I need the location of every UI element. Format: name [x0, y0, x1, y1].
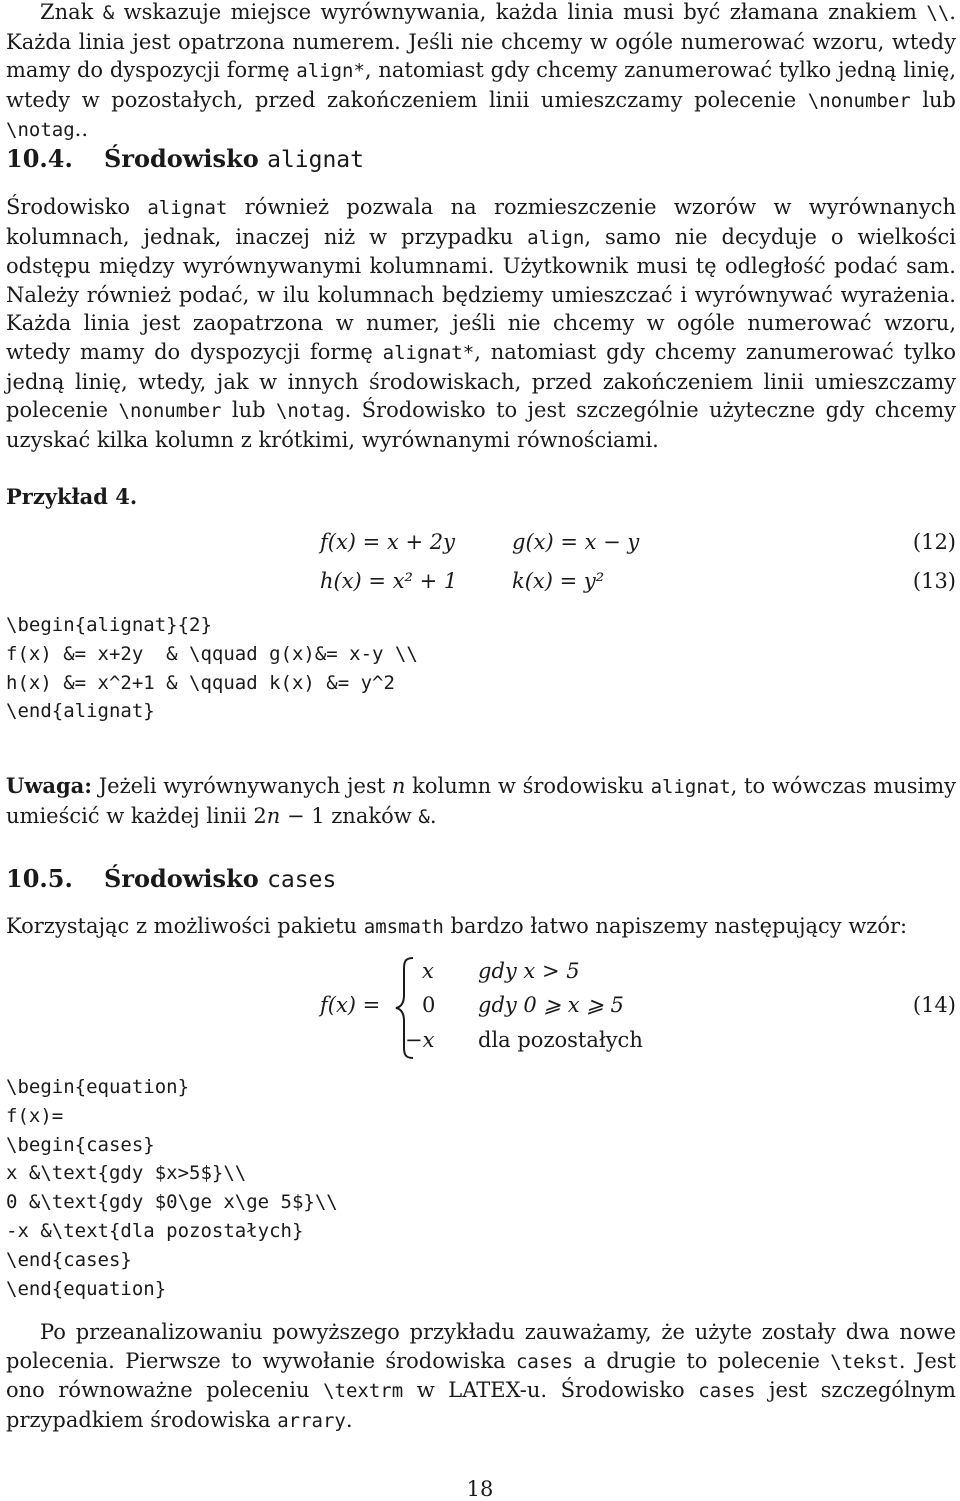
body-text: bardzo łatwo napiszemy następujący wzór:: [450, 914, 908, 938]
intro-text: Znak: [40, 0, 94, 24]
intro-text: . Każda linia jest opatrzona numerem. Jeśli nie chcemy w ogóle numerować wzoru, wtedy mamy do dyspozycji formę: [6, 0, 956, 83]
equation-number-12: (12): [912, 530, 956, 554]
cases-row1-value: x: [422, 959, 434, 983]
math-variable: n: [266, 803, 281, 828]
inline-code: \notag: [275, 400, 345, 423]
alignat-code-block: \begin{alignat}{2} f(x) &= x+2y & \qquad g(x)&= x-y \\ h(x) &= x^2+1 & \qquad k(x) &= y^2 \end{alignat}: [6, 614, 418, 723]
note-paragraph: [6, 772, 956, 831]
body-text: Korzystając z możliwości pakietu: [6, 914, 358, 938]
cases-code-block: \begin{equation} f(x)= \begin{cases} x &\text{gdy $x>5$}\\ 0 &\text{gdy $0\ge x\ge 5$}\\ -x &\text{dla pozostałych} \end{cases} \end{equation}: [6, 1076, 338, 1300]
inline-code: alignat: [650, 776, 731, 798]
equation-13-left: h(x) = x² + 1: [320, 569, 458, 593]
body-text: Po przeanalizowaniu powyższego przykładu zauważamy, że użyte zostały dwa nowe polecenia. Pierwsze to wywołanie środowiska: [6, 1320, 956, 1373]
section-number: 10.4.: [6, 144, 73, 173]
cases-row2-value: 0: [422, 993, 436, 1017]
body-text: .: [429, 803, 437, 828]
cases-row2-condition: gdy 0 ⩾ x ⩾ 5: [478, 993, 624, 1017]
inline-code: \notag: [6, 119, 75, 142]
example-label: Przykład 4.: [6, 484, 138, 509]
equation-number-13: (13): [912, 569, 956, 593]
body-text: jest szczególnym przypadkiem środowiska: [6, 1378, 956, 1432]
equation-number-14: (14): [912, 993, 956, 1017]
intro-text: ..: [74, 117, 88, 142]
section-title-code: cases: [267, 867, 337, 893]
body-text: , natomiast gdy chcemy zanumerować tylko jedną linię, wtedy, jak w innych środowiskach, przed zakończeniem linii umieszczamy polecenie: [6, 339, 956, 423]
inline-code: \nonumber: [807, 89, 911, 112]
inline-code: align*: [296, 60, 365, 83]
inline-code: amsmath: [363, 916, 444, 938]
inline-code: &: [418, 805, 430, 828]
body-text: kolumn w środowisku: [412, 774, 644, 798]
section-title-code: alignat: [267, 147, 364, 173]
body-text: − 1 znaków: [286, 803, 412, 828]
math-variable: n: [391, 774, 406, 798]
note-label: Uwaga:: [6, 773, 93, 798]
inline-code: &: [102, 2, 115, 24]
intro-text: lub: [922, 87, 956, 112]
inline-code: align: [527, 226, 585, 249]
inline-code: arrary: [277, 1409, 346, 1432]
body-text: Jeżeli wyrównywanych jest: [98, 774, 386, 798]
body-text: . Jest ono równoważne poleceniu: [6, 1348, 956, 1403]
intro-text: , natomiast gdy chcemy zanumerować tylko jedną linię, wtedy w pozostałych, przed zakończeniem linii umieszczamy polecenie: [6, 58, 956, 112]
inline-code: alignat: [147, 197, 228, 219]
section-number: 10.5.: [6, 864, 73, 893]
body-text: .: [345, 1407, 353, 1432]
section-title: Środowisko: [104, 864, 259, 893]
section-title: Środowisko: [104, 144, 259, 173]
section-heading-alignat: [6, 144, 364, 173]
inline-code: \textrm: [323, 1380, 404, 1403]
body-text: lub: [231, 398, 266, 423]
inline-code: \nonumber: [118, 400, 222, 423]
body-text: a drugie to polecenie: [583, 1348, 820, 1373]
page-number: 18: [466, 1477, 494, 1501]
inline-code: cases: [515, 1350, 574, 1373]
body-text: , to wówczas musimy umieścić w każdej linii 2: [6, 774, 956, 828]
latex-logo: LATEX: [448, 1378, 520, 1403]
equation-12-right: g(x) = x − y: [512, 530, 640, 554]
body-text: również pozwala na rozmieszczenie wzorów w wyrównanych kolumnach, jednak, inaczej niż w przypadku: [6, 195, 956, 249]
inline-code: \\: [926, 2, 950, 24]
cases-lhs: [320, 993, 380, 1017]
math-text: f(x) =: [320, 993, 381, 1017]
inline-code: cases: [698, 1380, 756, 1403]
body-text: -u. Środowisko: [519, 1378, 685, 1403]
inline-code: \tekst: [830, 1350, 899, 1373]
body-text: w: [416, 1378, 435, 1403]
body-text: , samo nie decyduje o wielkości odstępu między wyrównywanymi kolumnami. Użytkownik musi tę odległość podać sam. Należy również podać, w ilu kolumnach będziemy umieszczać i wyrównywać wyrażenia. Każda linia jest zaopatrzona w numer, jeśli nie chcemy w ogóle numerować wzoru, wtedy mamy do dyspozycji formę: [6, 224, 957, 364]
final-paragraph: [6, 1318, 956, 1435]
intro-text: wskazuje miejsce wyrównywania, każda linia musi być złamana znakiem: [123, 0, 917, 24]
cases-row1-condition: gdy x > 5: [478, 959, 580, 983]
equation-12-left: f(x) = x + 2y: [320, 530, 455, 554]
cases-row3-value: −x: [405, 1028, 435, 1052]
inline-code: alignat*: [382, 341, 475, 364]
body-text: Środowisko: [6, 195, 130, 219]
section-heading-cases: [6, 864, 336, 893]
body-text: . Środowisko to jest szczególnie użyteczne gdy chcemy uzyskać kilka kolumn z krótkimi, wyrównanymi równościami.: [6, 398, 956, 452]
cases-intro-paragraph: [6, 912, 956, 942]
equation-13-right: k(x) = y²: [512, 569, 605, 593]
alignat-paragraph: [6, 193, 956, 454]
cases-row3-condition: dla pozostałych: [478, 1028, 643, 1052]
intro-paragraph: [6, 0, 956, 145]
